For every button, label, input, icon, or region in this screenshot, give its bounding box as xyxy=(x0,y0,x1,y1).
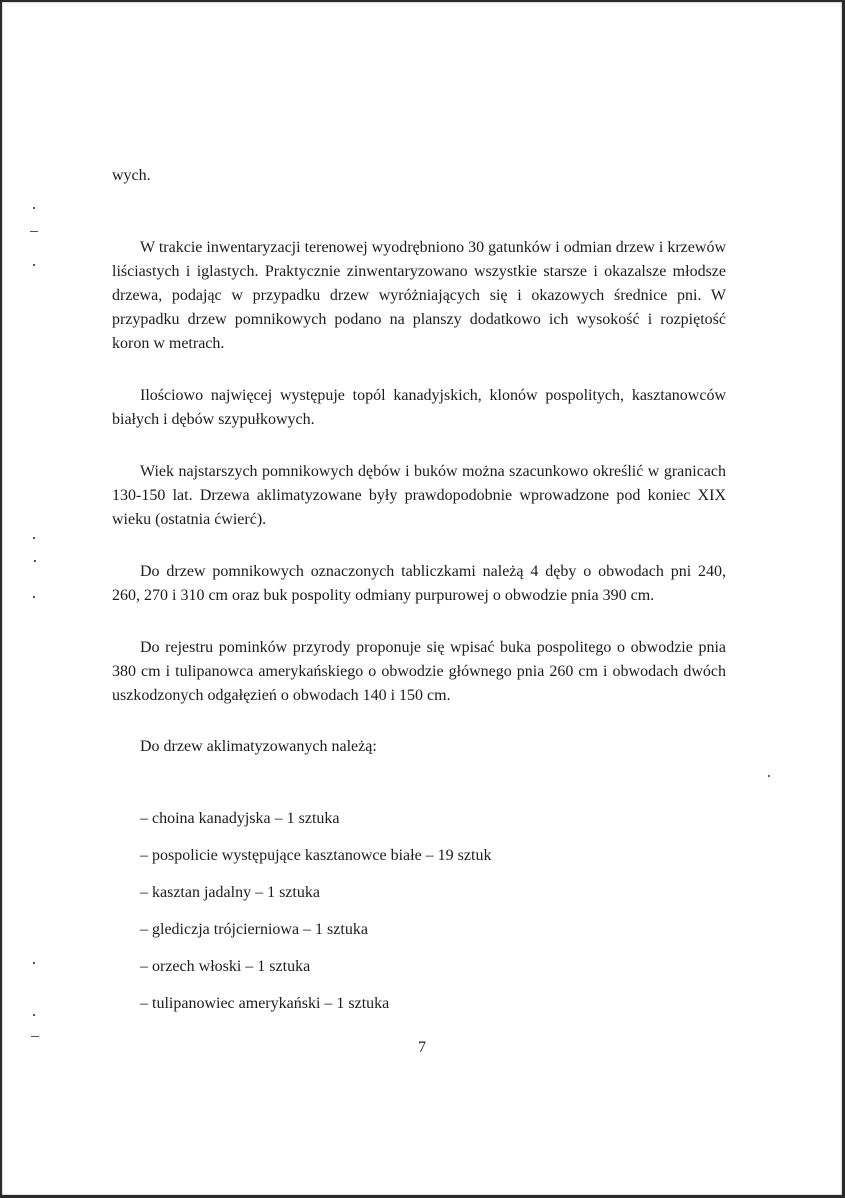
list-item: – orzech włoski – 1 sztuka xyxy=(140,958,311,975)
scan-speck xyxy=(34,560,36,562)
paragraph-inventory: W trakcie inwentaryzacji terenowej wyodrębniono 30 gatunków i odmian drzew i krzewów liściastych i iglastych. Praktycznie zinwentaryzowano wszystkie starsze i okazalsze młodsze drzewa, podając w przypadku drzew wyróżniających się i okazowych średnice pni. W przypadku drzew pomnikowych podano na planszy dodatkowo ich wysokość i rozpiętość koron w metrach. xyxy=(112,239,726,352)
scan-speck xyxy=(33,537,35,539)
paragraph-monument-trees: Do drzew pomnikowych oznaczonych tabliczkami należą 4 dęby o obwodach pni 240, 260, 270 i 310 cm oraz buk pospolity odmiany purpurowej o obwodzie pnia 390 cm. xyxy=(112,563,726,604)
scan-speck xyxy=(33,596,35,598)
paragraph-registry: Do rejestru pominków przyrody proponuje się wpisać buka pospolitego o obwodzie pnia 380 cm i tulipanowca amerykańskiego o obwodzie głównego pnia 260 cm i obwodach dwóch uszkodzonych odgałęzień o obwodach 140 i 150 cm. xyxy=(112,639,726,704)
paragraph-quantity: Ilościowo najwięcej występuje topól kanadyjskich, klonów pospolitych, kasztanowców białych i dębów szypułkowych. xyxy=(112,387,726,428)
list-item: – kasztan jadalny – 1 sztuka xyxy=(140,884,320,901)
list-item: – glediczja trójcierniowa – 1 sztuka xyxy=(140,921,368,938)
acclimatized-list xyxy=(112,807,726,1029)
continuation-fragment: wych. xyxy=(112,167,151,184)
scan-speck xyxy=(768,775,770,777)
page-number: 7 xyxy=(418,1039,426,1056)
document-page xyxy=(2,2,842,1195)
scan-speck xyxy=(33,962,35,964)
body-text xyxy=(112,164,726,1029)
list-item: – tulipanowiec amerykański – 1 sztuka xyxy=(140,995,390,1012)
list-item: – pospolicie występujące kasztanowce białe – 19 sztuk xyxy=(140,847,492,864)
paragraph-age: Wiek najstarszych pomnikowych dębów i buków można szacunkowo określić w granicach 130-150 lat. Drzewa aklimatyzowane były prawdopodobnie wprowadzone pod koniec XIX wieku (ostatnia ćwierć). xyxy=(112,463,726,528)
scan-mark xyxy=(30,231,38,232)
scan-speck xyxy=(33,207,35,209)
list-item: – choina kanadyjska – 1 sztuka xyxy=(140,810,340,827)
paragraph-acclimatized-intro: Do drzew aklimatyzowanych należą: xyxy=(140,738,377,755)
scan-speck xyxy=(33,264,35,266)
scan-speck xyxy=(33,1014,35,1016)
